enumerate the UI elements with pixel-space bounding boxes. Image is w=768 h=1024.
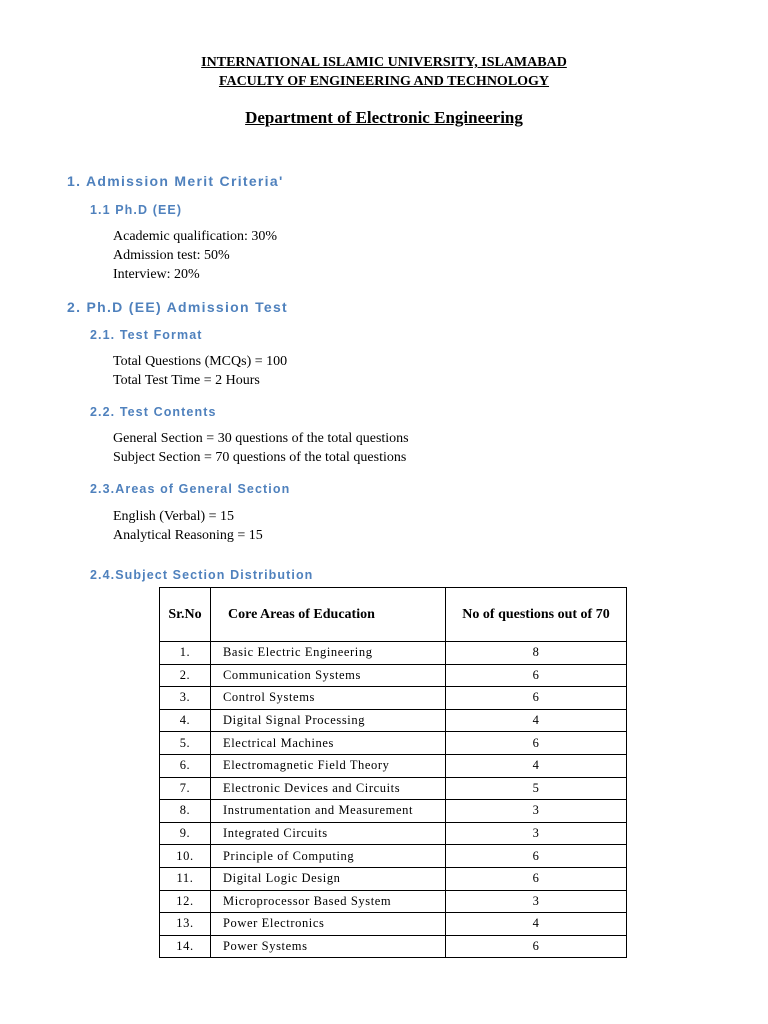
row-question-count: 6 [446, 935, 627, 958]
subsection-phd-ee-heading: 1.1 Ph.D (EE) [90, 203, 183, 217]
row-sr-no: 9. [160, 822, 211, 845]
column-header-question-count: No of questions out of 70 [446, 588, 627, 642]
subsection-test-format-heading: 2.1. Test Format [90, 328, 203, 342]
table-row [160, 822, 627, 845]
table-header-row [160, 588, 627, 642]
general-area-line: English (Verbal) = 15 [113, 509, 235, 524]
table-row [160, 687, 627, 710]
faculty-name: FACULTY OF ENGINEERING AND TECHNOLOGY [218, 74, 550, 89]
row-core-area: Control Systems [211, 687, 446, 710]
row-question-count: 6 [446, 845, 627, 868]
subject-distribution-table [159, 587, 627, 958]
row-sr-no: 10. [160, 845, 211, 868]
subsection-general-areas-heading: 2.3.Areas of General Section [90, 482, 291, 496]
table-row [160, 664, 627, 687]
row-core-area: Electromagnetic Field Theory [211, 754, 446, 777]
test-contents-list [113, 429, 409, 467]
row-sr-no: 13. [160, 913, 211, 936]
table-row [160, 913, 627, 936]
department-title: Department of Electronic Engineering [245, 108, 523, 127]
column-header-sr-no: Sr.No [160, 588, 211, 642]
row-question-count: 6 [446, 664, 627, 687]
subsection-test-contents-heading: 2.2. Test Contents [90, 405, 217, 419]
row-core-area: Digital Signal Processing [211, 709, 446, 732]
test-contents-line: General Section = 30 questions of the total questions [113, 431, 409, 446]
table-row [160, 642, 627, 665]
row-question-count: 5 [446, 777, 627, 800]
table-row [160, 867, 627, 890]
table-row [160, 800, 627, 823]
row-core-area: Principle of Computing [211, 845, 446, 868]
row-core-area: Basic Electric Engineering [211, 642, 446, 665]
row-core-area: Power Electronics [211, 913, 446, 936]
table-row [160, 935, 627, 958]
row-sr-no: 4. [160, 709, 211, 732]
row-question-count: 3 [446, 822, 627, 845]
university-name: INTERNATIONAL ISLAMIC UNIVERSITY, ISLAMABAD [201, 55, 567, 70]
row-sr-no: 2. [160, 664, 211, 687]
table-row [160, 754, 627, 777]
row-sr-no: 5. [160, 732, 211, 755]
subsection-subject-distribution-heading: 2.4.Subject Section Distribution [90, 568, 314, 582]
merit-line: Interview: 20% [113, 267, 200, 282]
row-question-count: 8 [446, 642, 627, 665]
row-sr-no: 12. [160, 890, 211, 913]
row-core-area: Electrical Machines [211, 732, 446, 755]
row-question-count: 4 [446, 913, 627, 936]
section-admission-merit-criteria-heading: 1. Admission Merit Criteria' [67, 173, 284, 189]
row-question-count: 6 [446, 732, 627, 755]
row-core-area: Communication Systems [211, 664, 446, 687]
row-core-area: Integrated Circuits [211, 822, 446, 845]
row-core-area: Microprocessor Based System [211, 890, 446, 913]
test-format-line: Total Questions (MCQs) = 100 [113, 354, 288, 369]
table-row [160, 777, 627, 800]
row-sr-no: 6. [160, 754, 211, 777]
row-sr-no: 11. [160, 867, 211, 890]
test-format-list [113, 352, 287, 390]
test-format-line: Total Test Time = 2 Hours [113, 373, 260, 388]
row-question-count: 4 [446, 709, 627, 732]
row-sr-no: 3. [160, 687, 211, 710]
row-question-count: 3 [446, 890, 627, 913]
merit-criteria-list [113, 227, 277, 284]
row-core-area: Digital Logic Design [211, 867, 446, 890]
general-area-line: Analytical Reasoning = 15 [113, 528, 263, 543]
merit-line: Admission test: 50% [113, 248, 230, 263]
row-core-area: Power Systems [211, 935, 446, 958]
row-question-count: 6 [446, 687, 627, 710]
row-core-area: Instrumentation and Measurement [211, 800, 446, 823]
table-row [160, 709, 627, 732]
row-question-count: 4 [446, 754, 627, 777]
table-row [160, 732, 627, 755]
column-header-core-areas: Core Areas of Education [211, 588, 446, 642]
row-sr-no: 8. [160, 800, 211, 823]
section-admission-test-heading: 2. Ph.D (EE) Admission Test [67, 299, 289, 315]
row-sr-no: 7. [160, 777, 211, 800]
row-sr-no: 1. [160, 642, 211, 665]
row-core-area: Electronic Devices and Circuits [211, 777, 446, 800]
test-contents-line: Subject Section = 70 questions of the total questions [113, 450, 407, 465]
merit-line: Academic qualification: 30% [113, 229, 278, 244]
row-question-count: 3 [446, 800, 627, 823]
table-row [160, 845, 627, 868]
table-row [160, 890, 627, 913]
row-question-count: 6 [446, 867, 627, 890]
row-sr-no: 14. [160, 935, 211, 958]
general-areas-list [113, 507, 263, 545]
